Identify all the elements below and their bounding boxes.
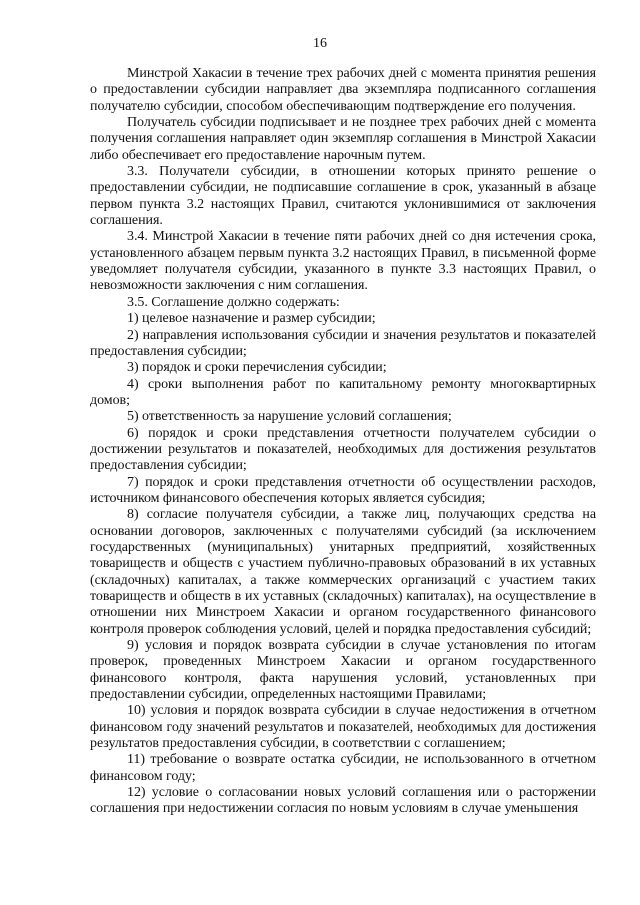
list-item: 6) порядок и сроки представления отчетности получателем субсидии о достижении результатов и показателей, необходимых для достижения результатов предоставления субсидии; [90, 425, 596, 474]
list-item: 1) целевое назначение и размер субсидии; [127, 311, 376, 327]
list-item: 3) порядок и сроки перечисления субсидии; [127, 360, 387, 376]
paragraph: Минстрой Хакасии в течение трех рабочих дней с момента принятия решения о предоставлении субсидии направляет два экземпляра подписанного соглашения получателю субсидии, способом обеспечивающим подтверждение его получения. [90, 66, 596, 114]
paragraph: 3.3. Получатели субсидии, в отношении которых принято решение о предоставлении субсидии, не подписавшие соглашение в срок, указанный в абзаце первом пункта 3.2 настоящих Правил, считаются уклонившимися от заключения соглашения. [90, 164, 596, 229]
paragraph: 3.5. Соглашение должно содержать: [127, 294, 340, 310]
page-number: 16 [313, 36, 327, 51]
list-item: 5) ответственность за нарушение условий соглашения; [127, 409, 452, 425]
paragraph: Получатель субсидии подписывает и не позднее трех рабочих дней с момента получения соглашения направляет один экземпляр соглашения в Минстрой Хакасии либо обеспечивает его предоставление нарочным путем. [90, 115, 596, 163]
list-item: 4) сроки выполнения работ по капитальному ремонту многоквартирных домов; [90, 376, 596, 408]
list-item: 2) направления использования субсидии и значения результатов и показателей предоставления субсидии; [90, 327, 596, 359]
document-body [90, 66, 596, 818]
list-item: 11) требование о возврате остатка субсидии, не использованного в отчетном финансовом году; [90, 752, 596, 784]
list-item: 10) условия и порядок возврата субсидии в случае недостижения в отчетном финансовом году значений результатов и показателей, необходимых для достижения результатов предоставления субсидии, в соответствии с соглашением; [90, 703, 596, 752]
list-item: 7) порядок и сроки представления отчетности об осуществлении расходов, источником финансового обеспечения которых является субсидия; [90, 474, 596, 506]
list-item: 9) условия и порядок возврата субсидии в случае установления по итогам проверок, проведенных Минстроем Хакасии и органом государственного финансового контроля, факта нарушения условий, установленных при предоставлении субсидии, определенных настоящими Правилами; [90, 638, 596, 703]
list-item: 12) условие о согласовании новых условий соглашения или о расторжении соглашения при недостижении согласия по новым условиям в случае уменьшения [90, 785, 596, 817]
list-item: 8) согласие получателя субсидии, а также лиц, получающих средства на основании договоров, заключенных с получателями субсидий (за исключением государственных (муниципальных) унитарных предприятий, хозяйственных товариществ и обществ с участием публично-правовых образований в их уставных (складочных) капиталах, а также коммерческих организаций с участием таких товариществ и обществ в их уставных (складочных) капиталах), на осуществление в отношении них Минстроем Хакасии и органом государственного финансового контроля проверок соблюдения условий, целей и порядка предоставления субсидий; [90, 507, 596, 637]
paragraph: 3.4. Минстрой Хакасии в течение пяти рабочих дней со дня истечения срока, установленного абзацем первым пункта 3.2 настоящих Правил, в письменной форме уведомляет получателя субсидии, указанного в пункте 3.3 настоящих Правил, о невозможности заключения с ним соглашения. [90, 229, 596, 294]
